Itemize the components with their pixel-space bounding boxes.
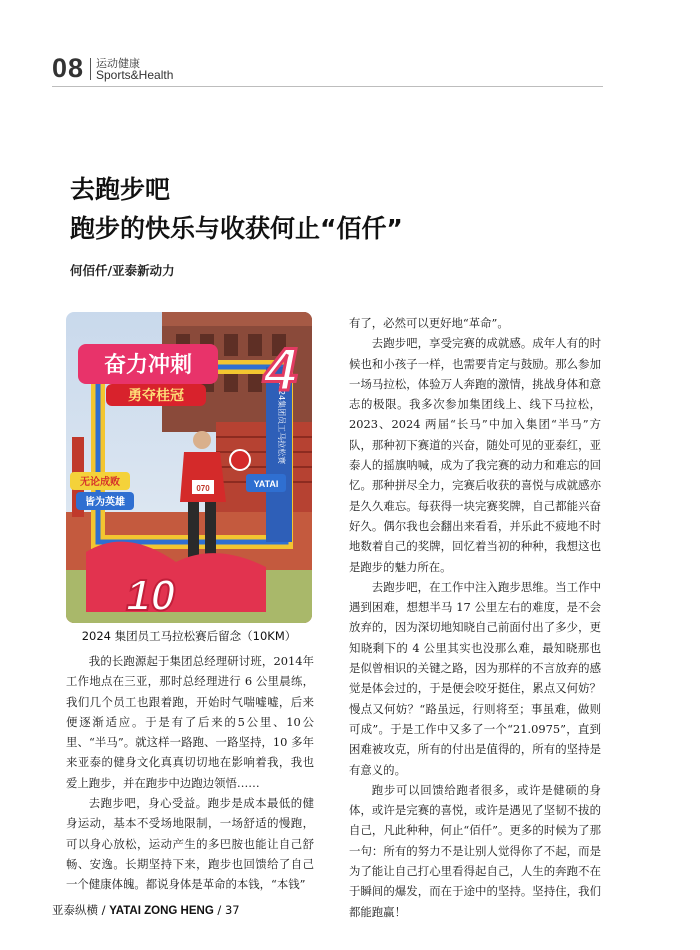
left-column — [66, 651, 314, 895]
right-column — [349, 313, 601, 922]
paragraph: 去跑步吧，身心受益。跑步是成本最低的健身运动，基本不受场地限制，一场舒适的慢跑，可以身心放松，运动产生的多巴胺也能让自己舒畅、安逸。长期坚持下来，跑步也回馈给了自己一个健康体魄。都说身体是革命的本钱，“本钱” — [66, 796, 314, 892]
photo-yatai: YATAI — [253, 479, 279, 489]
photo-km-number: 10 — [126, 571, 175, 620]
page-footer: 亚泰纵横 / YATAI ZONG HENG / 37 — [52, 903, 240, 917]
paragraph: 我的长跑源起于集团总经理研讨班，2014年工作地点在三亚，那时总经理进行 6 公里晨练，我们几个员工也跟着跑，开始时气喘嘘嘘，后来便逐渐适应。于是有了后来的5公里、10公里、“半马”。就这样一路跑、一路坚持，10 多年来亚泰的健身文化真真切切地在影响着我，我也爱上跑步，并在跑步中边跑边领悟…… — [66, 654, 314, 790]
article-title — [70, 170, 403, 248]
paragraph-continued: 有了，必然可以更好地“革命”。 — [349, 316, 509, 330]
header-rule — [52, 86, 603, 87]
paragraph: 去跑步吧，在工作中注入跑步思维。当工作中遇到困难，想想半马 17 公里左右的难度，是不会放弃的，因为深切地知晓自己前面付出了多少，更知晓剩下的 4 公里其实也没那么难，最知晓那也是似曾相识的关键之路，因为那样的不言放弃的感觉是体会过的，于是便会咬牙挺住，累点又何妨？慢点又何妨？“路虽远，行则将至；事虽难，做则可成”。于是工作中又多了一个“21.0975”，直到困难被攻克，所有的付出是值得的，所有的坚持是有意义的。 — [349, 579, 601, 777]
paragraph: 去跑步吧，享受完赛的成就感。成年人有的时候也和小孩子一样，也需要肯定与鼓励。那么参加一场马拉松，体验万人奔跑的激情，挑战身体和意志的极限。我多次参加集团线上、线下马拉松，2023、2024 两届“长马”中加入集团“半马”方队，那种初下赛道的兴奋，随处可见的亚泰红，亚泰人的摇旗呐喊，成为了我完赛的动力和难忘的回忆。那种拼尽全力，完赛后收获的喜悦与成就感亦是久久难忘。每获得一块完赛奖牌，自己都能兴奋好久。偶尔我也会翻出来看看，并乐此不疲地不时地数着自己的奖牌，回忆着当初的种种，我想这也是跑步的魅力所在。 — [349, 336, 601, 574]
section-title-cn: 运动健康 — [96, 57, 140, 70]
photo-caption: 2024 集团员工马拉松赛后留念（10KM） — [81, 629, 297, 643]
page-number: 08 — [52, 53, 85, 83]
photo-sign-2: 皆为英雄 — [85, 497, 125, 508]
title-line-2: 跑步的快乐与收获何止“佰仟” — [70, 214, 403, 243]
title-line-1: 去跑步吧 — [70, 175, 171, 204]
photo-side-text: 2024集团员工马拉松赛 — [277, 379, 286, 465]
magazine-name-en: YATAI ZONG HENG — [109, 905, 214, 917]
section-title-en: Sports&Health — [96, 68, 174, 82]
photo-bib: 070 — [196, 484, 210, 493]
header-divider — [90, 58, 91, 80]
footer-page-number: 37 — [224, 903, 240, 917]
photo-number-4: 4 — [264, 336, 298, 403]
photo-sign-1: 无论成败 — [80, 477, 120, 488]
paragraph: 跑步可以回馈给跑者很多，或许是健硕的身体，或许是完赛的喜悦，或许是遇见了坚韧不拔的自己，凡此种种，何止“佰仟”。更多的时候为了那一句：所有的努力不是让别人觉得你了不起，而是为了能让自己打心里看得起自己，人生的奔跑不在于瞬间的爆发，而在于途中的坚持。坚持住，我们都能跑赢！ — [349, 782, 601, 919]
marathon-photo — [66, 312, 312, 623]
article-photo — [66, 312, 312, 623]
magazine-name-cn: 亚泰纵横 — [52, 903, 98, 917]
photo-banner-sub: 勇夺桂冠 — [128, 388, 184, 404]
byline: 何佰仟/亚泰新动力 — [70, 263, 175, 278]
photo-banner-text: 奋力冲刺 — [103, 353, 193, 378]
